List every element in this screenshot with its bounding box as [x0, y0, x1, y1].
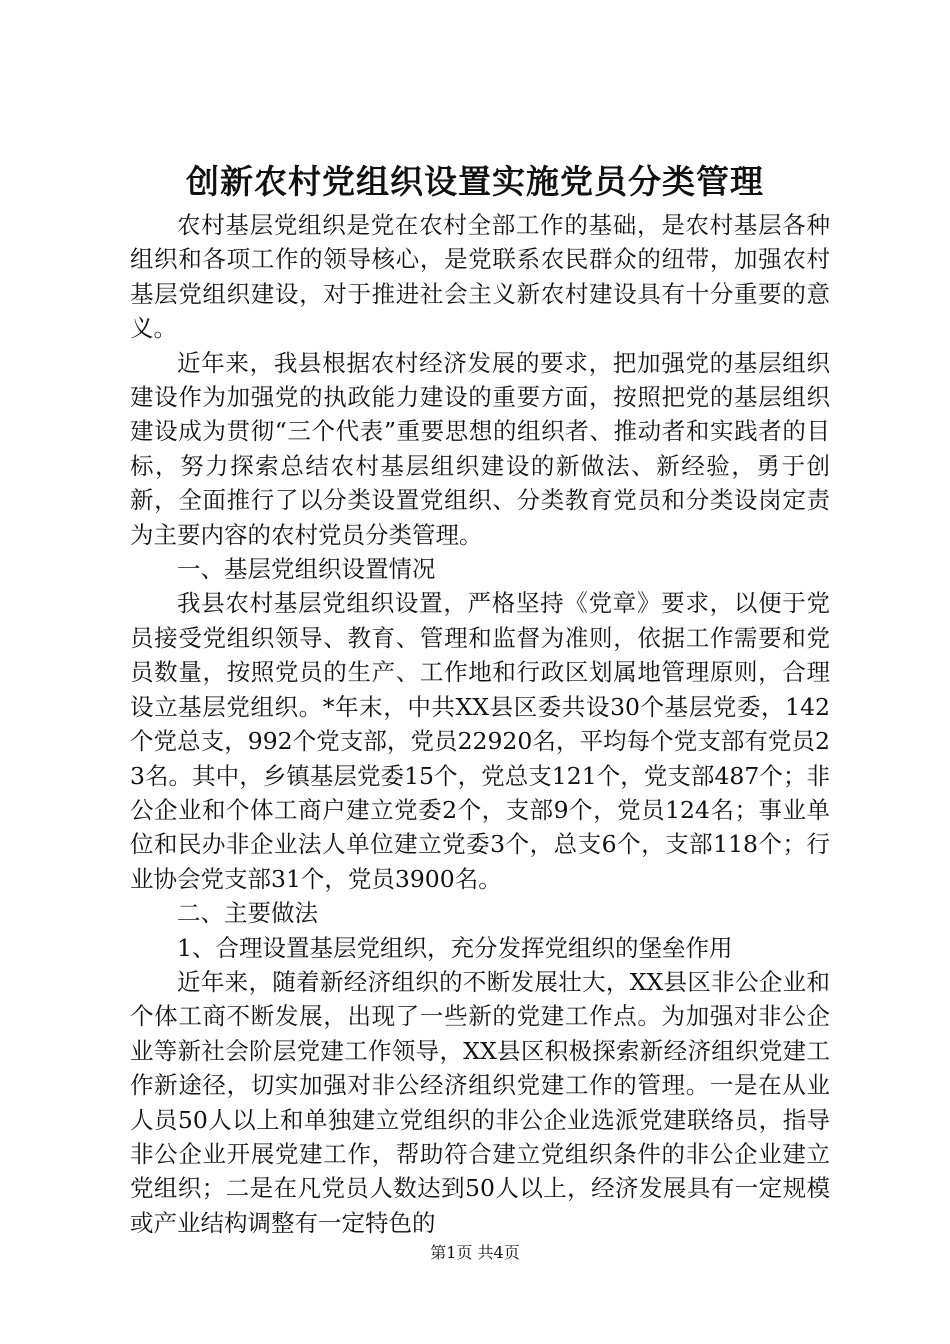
section-heading-1: 一、基层党组织设置情况: [177, 555, 436, 584]
paragraph-intro: 农村基层党组织是党在农村全部工作的基础，是农村基层各种组织和各项工作的领导核心，是党联系农民群众的纽带，加强农村基层党组织建设，对于推进社会主义新农村建设具有十分重要的意义。: [130, 211, 830, 343]
paragraph-practice: 近年来，随着新经济组织的不断发展壮大，XX县区非公企业和个体工商不断发展，出现了一些新的党建工作点。为加强对非公企业等新社会阶层党建工作领导，XX县区积极探索新经济组织党建工作新途径，切实加强对非公经济组织党建工作的管理。一是在从业人员50人以上和单独建立党组织的非公企业选派党建联络员，指导非公企业开展党建工作，帮助符合建立党组织条件的非公企业建立党组织；二是在凡党员人数达到50人以上，经济发展具有一定规模或产业结构调整有一定特色的: [130, 967, 830, 1237]
subsection-heading-1: 1、合理设置基层党组织，充分发挥党组织的堡垒作用: [177, 933, 733, 962]
document-title: 创新农村党组织设置实施党员分类管理: [186, 162, 764, 201]
document-body: [130, 208, 830, 1240]
section-heading-2: 二、主要做法: [177, 899, 318, 928]
paragraph-org-setup: 我县农村基层党组织设置，严格坚持《党章》要求，以便于党员接受党组织领导、教育、管理和监督为准则，依据工作需要和党员数量，按照党员的生产、工作地和行政区划属地管理原则，合理设立基层党组织。*年末，中共XX县区委共设30个基层党委，142个党总支，992个党支部，党员22920名，平均每个党支部有党员23名。其中，乡镇基层党委15个，党总支121个，党支部487个；非公企业和个体工商户建立党委2个，支部9个，党员124名；事业单位和民办非企业法人单位建立党委3个，总支6个，支部118个；行业协会党支部31个，党员3900名。: [130, 589, 830, 893]
page-footer: 第1页 共4页: [430, 1243, 520, 1262]
paragraph-background: 近年来，我县根据农村经济发展的要求，把加强党的基层组织建设作为加强党的执政能力建设的重要方面，按照把党的基层组织建设成为贯彻“三个代表”重要思想的组织者、推动者和实践者的目标，努力探索总结农村基层组织建设的新做法、新经验，勇于创新，全面推行了以分类设置党组织、分类教育党员和分类设岗定责为主要内容的农村党员分类管理。: [130, 348, 830, 549]
